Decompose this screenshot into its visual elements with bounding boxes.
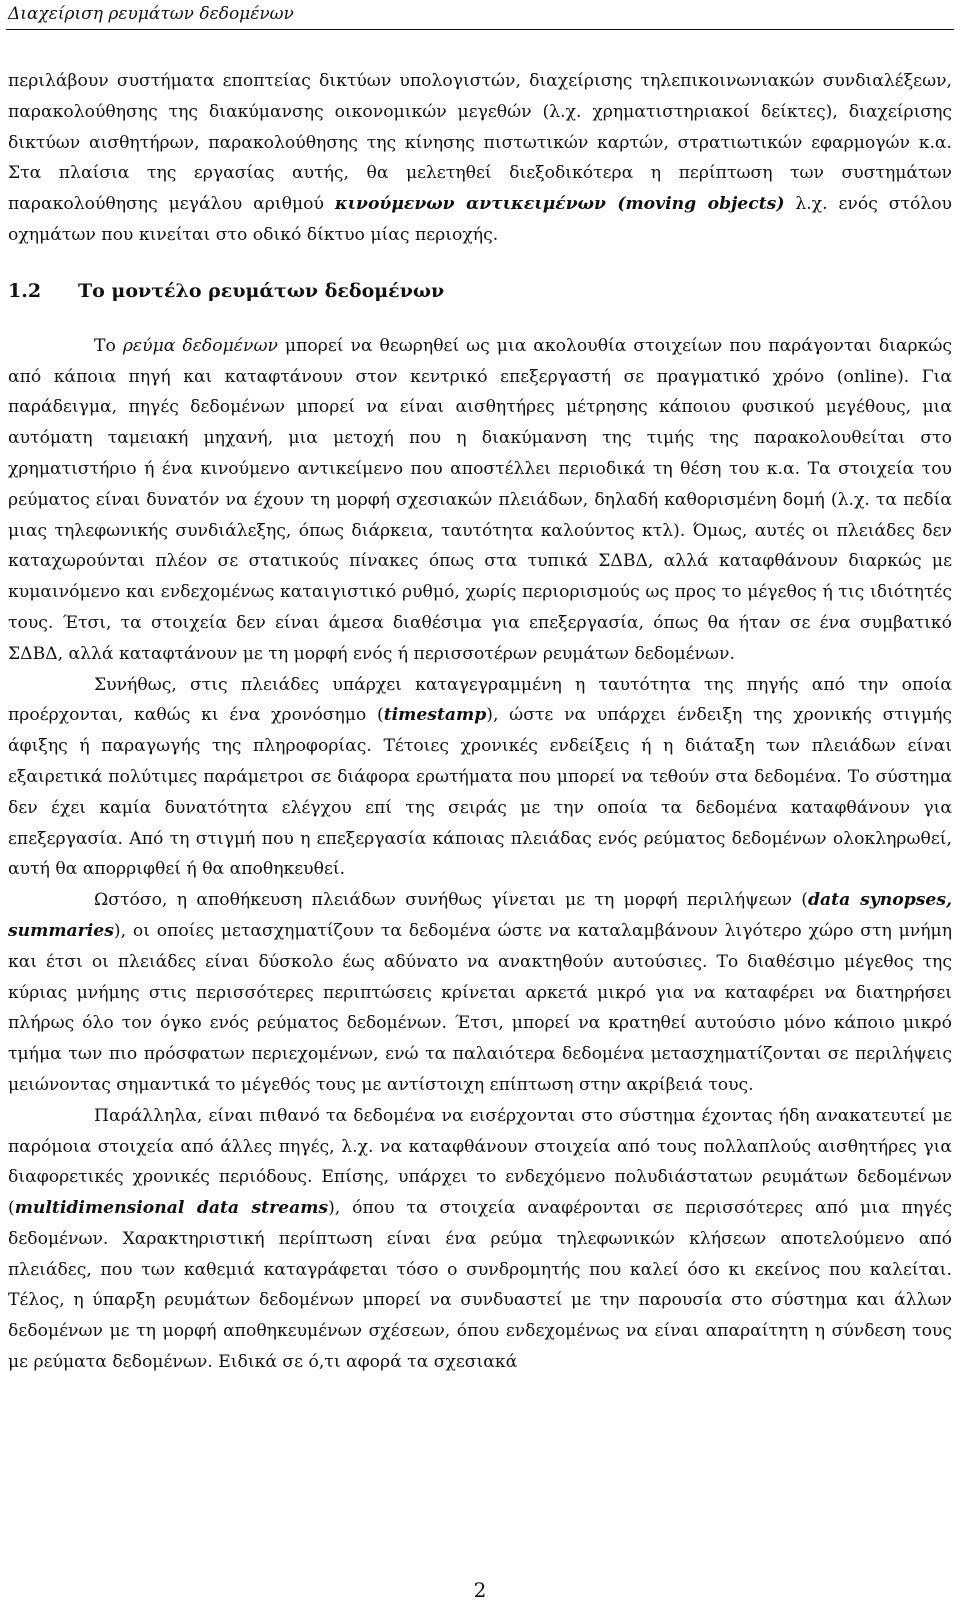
emphasis-term: timestamp	[383, 705, 487, 726]
emphasis-term: κινούμενων αντικειμένων (moving objects)	[334, 194, 785, 215]
header-rule	[6, 29, 954, 30]
paragraph-data-stream-model	[8, 331, 952, 670]
paragraph-text: Παράλληλα, είναι πιθανό τα δεδομένα να εισέρχονται στο σύστημα έχοντας ήδη ανακατευτεί με παρόμοια στοιχεία από άλλες πηγές, λ.χ. να καταφθάνουν στοιχεία από τους πολλαπλούς αισθητήρες για διαφορετικές χρονικές περιόδους. Επίσης, υπάρχει το ενδεχόμενο πολυδιάστατων ρευμάτων δεδομένων (	[8, 1105, 952, 1219]
paragraph-text: ), όπου τα στοιχεία αναφέρονται σε περισσότερες από μια πηγές δεδομένων. Χαρακτηριστική περίπτωση είναι ένα ρεύμα τηλεφωνικών κλήσεων αποτελούμενο από πλειάδες, που των καθεμιά καταγράφεται τόσο ο συνδρομητής που καλεί όσο κι εκείνος που καλείται. Τέλος, η ύπαρξη ρευμάτων δεδομένων μπορεί να συνδυαστεί με την παρουσία στο σύστημα και άλλων δεδομένων με τη μορφή αποθηκευμένων σχέσεων, όπου ενδεχομένως να είναι απαραίτητη η σύνδεση τους με ρεύματα δεδομένων. Ειδικά σε ό,τι αφορά τα σχεσιακά	[8, 1198, 953, 1373]
document-body	[8, 66, 952, 1378]
page-number: 2	[473, 1578, 487, 1602]
paragraph-text: Ωστόσο, η αποθήκευση πλειάδων συνήθως γίνεται με τη μορφή περιλήψεων (	[94, 890, 808, 911]
paragraph-synopses	[8, 885, 952, 1101]
paragraph-text: Συνήθως, στις πλειάδες υπάρχει καταγεγραμμένη η ταυτότητα της πηγής από την οποία προέρχονται, καθώς κι ένα χρονόσημο (	[8, 674, 952, 726]
paragraph-text: Το	[94, 335, 123, 356]
paragraph-text: ), ώστε να υπάρχει ένδειξη της χρονικής στιγμής άφιξης ή παραγωγής της πληροφορίας. Τέτοιες χρονικές ενδείξεις ή η διάταξη των πλειάδων είναι εξαιρετικά πολύτιμες παράμετροι σε διάφορα ερωτήματα που μπορεί να τεθούν στα δεδομένα. Το σύστημα δεν έχει καμία δυνατότητα ελέγχου επί της σειράς με την οποία τα δεδομένα καταφθάνουν για επεξεργασία. Από τη στιγμή που η επεξεργασία κάποιας πλειάδας ενός ρεύματος δεδομένων ολοκληρωθεί, αυτή θα απορριφθεί ή θα αποθηκευθεί.	[8, 705, 952, 880]
paragraph-timestamps	[8, 670, 952, 886]
emphasis-term: ρεύμα δεδομένων	[122, 335, 278, 356]
paragraph-multidimensional	[8, 1101, 952, 1378]
section-number: 1.2	[8, 279, 42, 302]
paragraph-text: ), οι οποίες μετασχηματίζουν τα δεδομένα ώστε να καταλαμβάνουν λιγότερο χώρο στη μνήμη και έτσι οι πλειάδες είναι δύσκολο έως αδύνατο να ανακτηθούν αυτούσιες. Το διαθέσιμο μέγεθος της κύριας μνήμης στις περισσότερες περιπτώσεις κρίνεται αρκετά μικρό για να καταφέρει να διατηρήσει πλήρως όλο τον όγκο ενός ρεύματος δεδομένων. Έτσι, μπορεί να κρατηθεί αυτούσιο μόνο κάποιο μικρό τμήμα των πιο πρόσφατων περιεχομένων, ενώ τα παλαιότερα δεδομένα μετασχηματίζονται σε περιλήψεις μειώνοντας σημαντικά το μέγεθός τους με αντίστοιχη επίπτωση στην ακρίβειά τους.	[8, 920, 952, 1095]
paragraph-text: μπορεί να θεωρηθεί ως μια ακολουθία στοιχείων που παράγονται διαρκώς από κάποια πηγή και καταφτάνουν στον κεντρικό επεξεργαστή σε πραγματικό χρόνο (online). Για παράδειγμα, πηγές δεδομένων μπορεί να είναι αισθητήρες μέτρησης κάποιου φυσικού μεγέθους, μια αυτόματη ταμειακή μηχανή, μια μετοχή που η διακύμανση της τιμής της παρακολουθείται στο χρηματιστήριο ή ένα κινούμενο αντικείμενο που αποστέλλει περιοδικά τη θέση του κ.α. Τα στοιχεία του ρεύματος είναι δυνατόν να έχουν τη μορφή σχεσιακών πλειάδων, δηλαδή καθορισμένη δομή (λ.χ. τα πεδία μιας τηλεφωνικής συνδιάλεξης, όπως διάρκεια, ταυτότητα καλούντος κτλ). Όμως, αυτές οι πλειάδες δεν καταχωρούνται πλέον σε στατικούς πίνακες όπως στα τυπικά ΣΔΒΔ, αλλά καταφθάνουν διαρκώς με κυμαινόμενο και ενδεχομένως καταιγιστικό ρυθμό, χωρίς περιορισμούς ως προς το μέγεθος ή τις ιδιότητές τους. Έτσι, τα στοιχεία δεν είναι άμεσα διαθέσιμα για επεξεργασία, όπως θα ήταν σε ένα συμβατικό ΣΔΒΔ, αλλά καταφτάνουν με τη μορφή ενός ή περισσοτέρων ρευμάτων δεδομένων.	[8, 335, 953, 664]
paragraph-text: περιλάβουν συστήματα εποπτείας δικτύων υπολογιστών, διαχείρισης τηλεπικοινωνιακών συνδιαλέξεων, παρακολούθησης της διακύμανσης οικονομικών μεγεθών (λ.χ. χρηματιστηριακοί δείκτες), διαχείρισης δικτύων αισθητήρων, παρακολούθησης της κίνησης πιστωτικών καρτών, στρατιωτικών εφαρμογών κ.α. Στα πλαίσια της εργασίας αυτής, θα μελετηθεί διεξοδικότερα η περίπτωση των συστημάτων παρακολούθησης μεγάλου αριθμού	[8, 71, 952, 215]
section-title: Το μοντέλο ρευμάτων δεδομένων	[78, 279, 445, 302]
paragraph-intro-continued	[8, 66, 952, 251]
running-header: Διαχείριση ρευμάτων δεδομένων	[8, 4, 294, 24]
emphasis-term: multidimensional data streams	[14, 1198, 329, 1219]
emphasis-term: data synopses, summaries	[8, 890, 952, 941]
paragraph-text: λ.χ. ενός στόλου οχημάτων που κινείται στο οδικό δίκτυο μίας περιοχής.	[8, 194, 953, 245]
section-heading	[8, 276, 952, 306]
